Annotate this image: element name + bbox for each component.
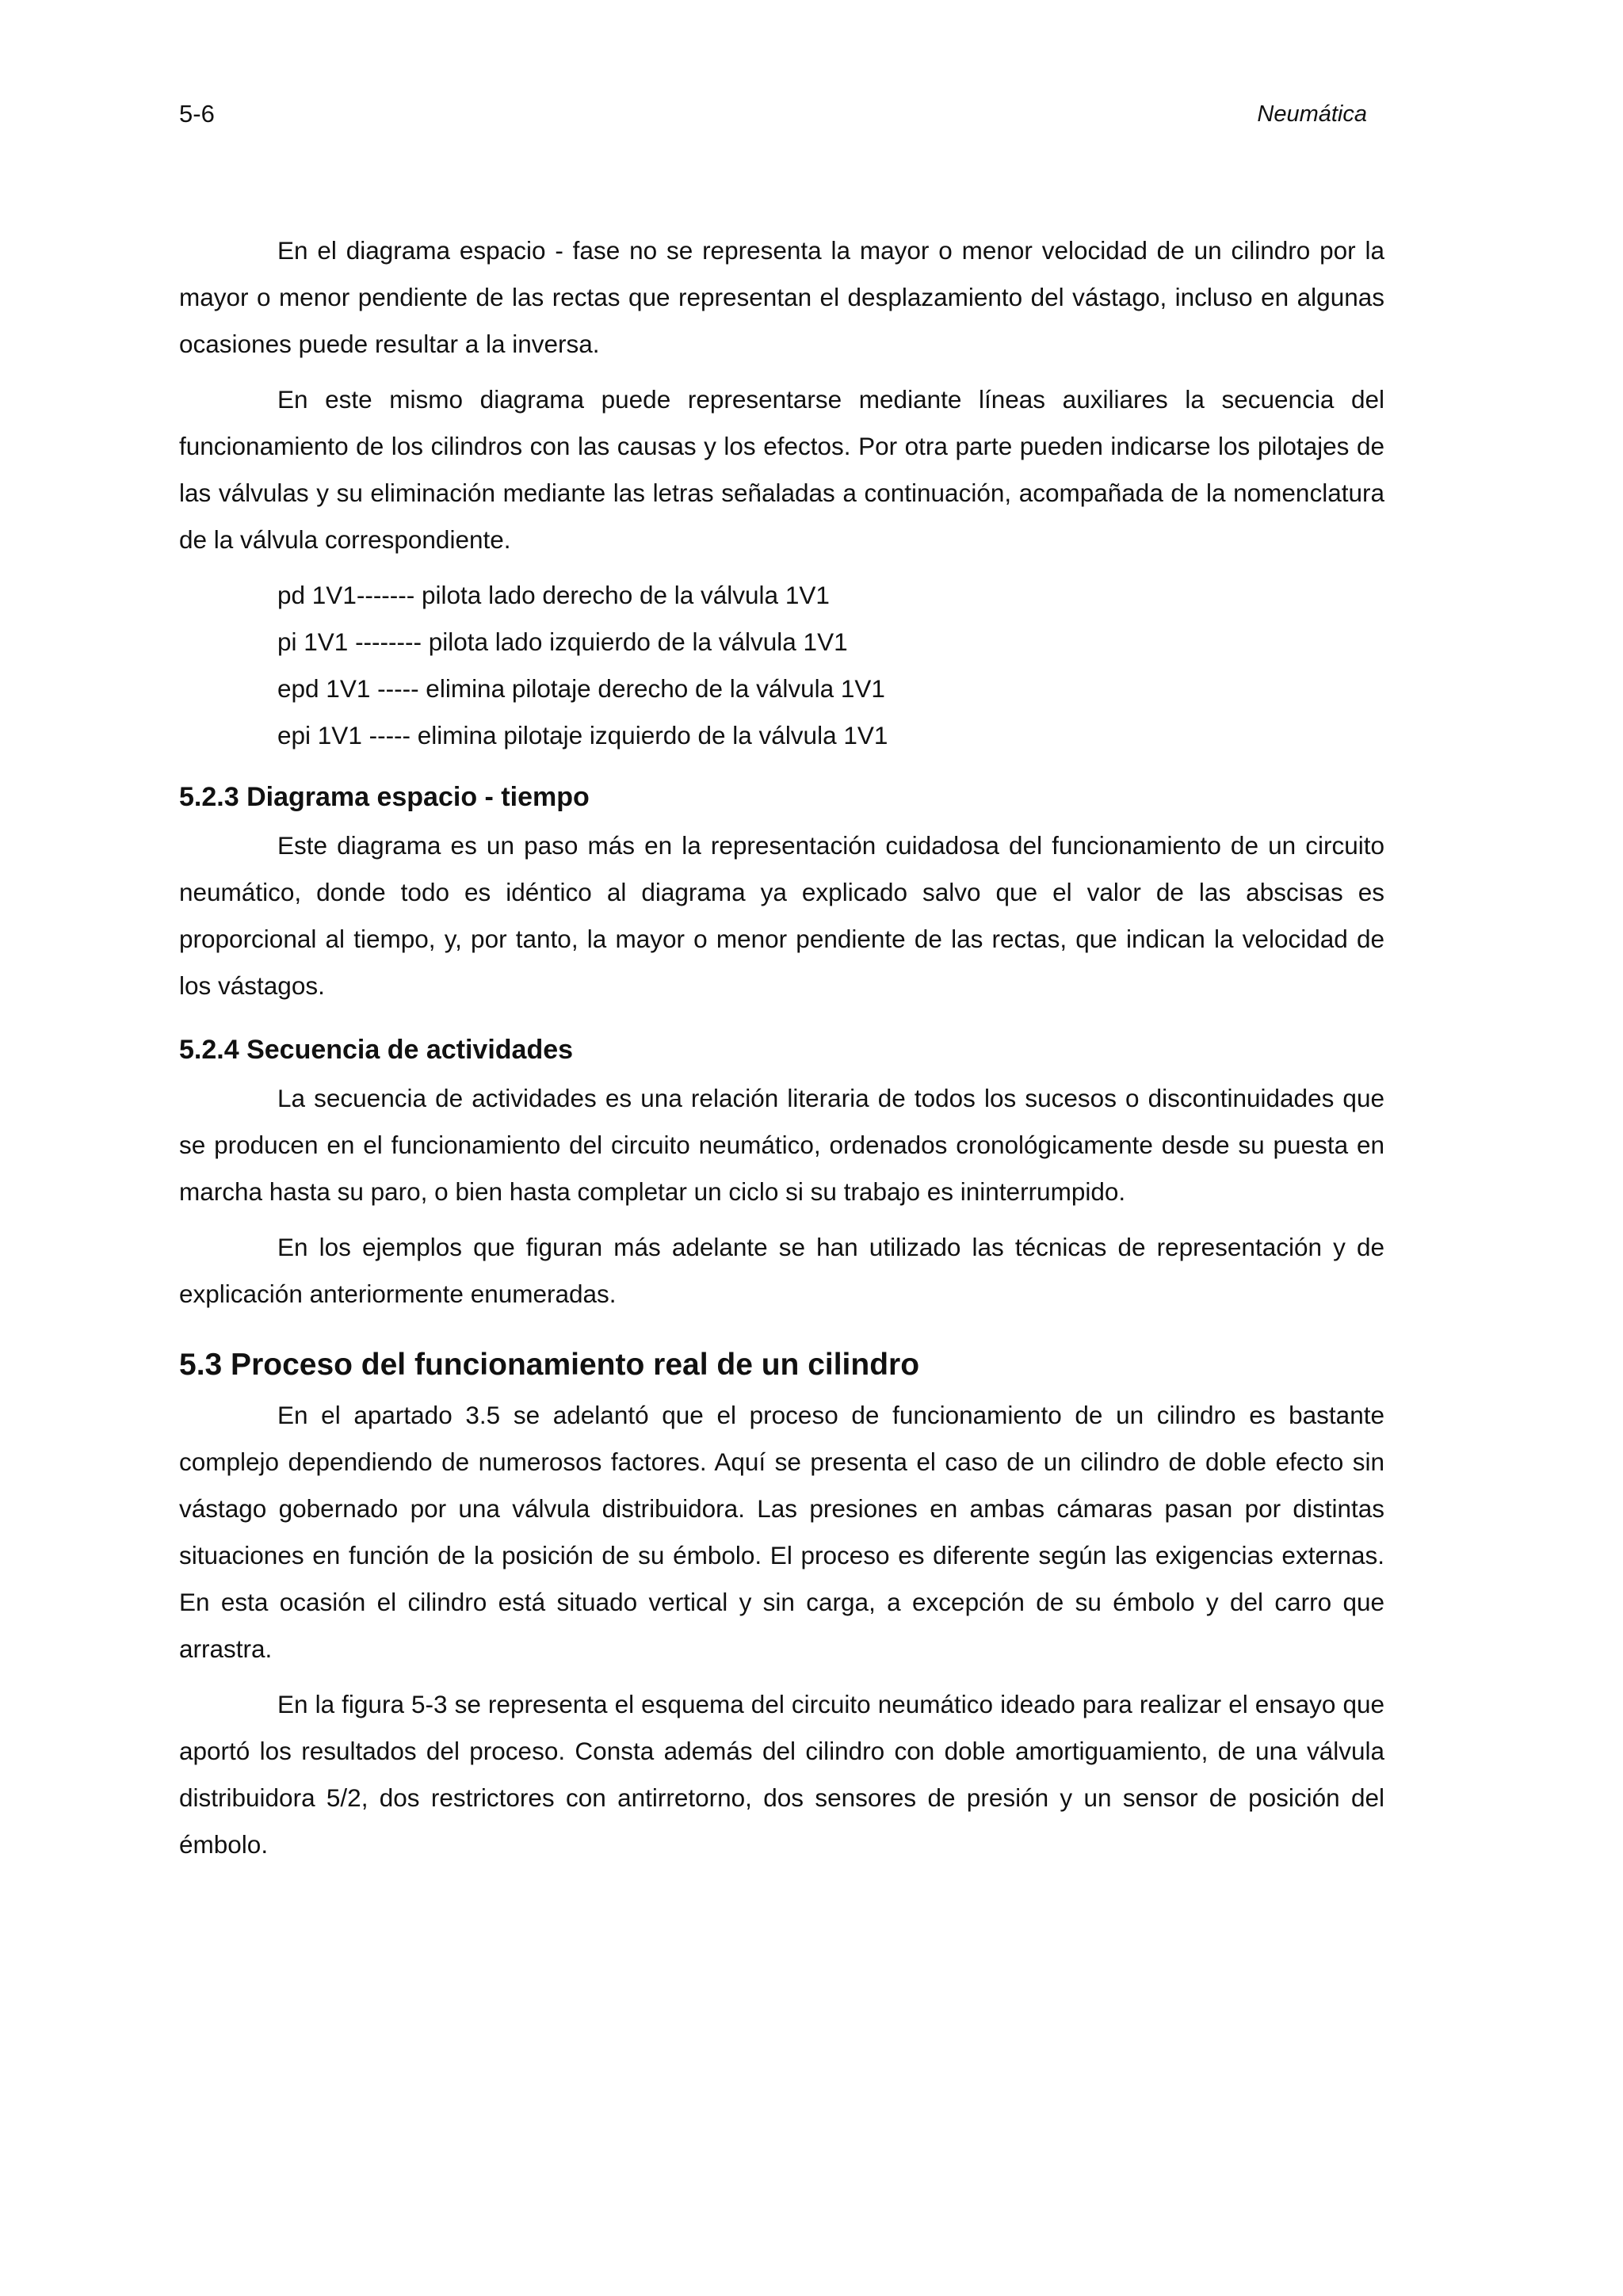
- definition-item-epi: epi 1V1 ----- elimina pilotaje izquierdo de la válvula 1V1: [277, 721, 888, 749]
- heading-5-3: 5.3 Proceso del funcionamiento real de un cilindro: [179, 1348, 920, 1382]
- paragraph-examples: En los ejemplos que figuran más adelante se han utilizado las técnicas de representación y de explicación anteriormente enumeradas.: [179, 1233, 1384, 1308]
- pilot-definitions-list: [277, 572, 1384, 759]
- paragraph-space-phase-velocity: En el diagrama espacio - fase no se representa la mayor o menor velocidad de un cilindro por la mayor o menor pendiente de las rectas que representan el desplazamiento del vástago, incluso en algunas ocasiones puede resultar a la inversa.: [179, 236, 1384, 358]
- paragraph-figure-5-3: En la figura 5-3 se representa el esquema del circuito neumático ideado para realizar el ensayo que aportó los resultados del proceso. Consta además del cilindro con doble amortiguamiento, de una válvula distribuidora 5/2, dos restrictores con antirretorno, dos sensores de presión y un sensor de posición del émbolo.: [179, 1690, 1384, 1859]
- page-content: [179, 227, 1384, 1877]
- paragraph-activity-sequence: La secuencia de actividades es una relación literaria de todos los sucesos o discontinuidades que se producen en el funcionamiento del circuito neumático, ordenados cronológicamente desde su puesta en marcha hasta su paro, o bien hasta completar un ciclo si su trabajo es ininterrumpido.: [179, 1084, 1384, 1206]
- paragraph-auxiliary-lines: En este mismo diagrama puede representarse mediante líneas auxiliares la secuencia del funcionamiento de los cilindros con las causas y los efectos. Por otra parte pueden indicarse los pilotajes de las válvulas y su eliminación mediante las letras señaladas a continuación, acompañada de la nomenclatura de la válvula correspondiente.: [179, 385, 1384, 554]
- definition-item-epd: epd 1V1 ----- elimina pilotaje derecho de la válvula 1V1: [277, 674, 885, 703]
- heading-5-2-4: 5.2.4 Secuencia de actividades: [179, 1035, 574, 1065]
- running-header: Neumática: [1257, 101, 1367, 127]
- page-number: 5-6: [179, 100, 215, 128]
- paragraph-cylinder-process: En el apartado 3.5 se adelantó que el proceso de funcionamiento de un cilindro es bastante complejo dependiendo de numerosos factores. Aquí se presenta el caso de un cilindro de doble efecto sin vástago gobernado por una válvula distribuidora. Las presiones en ambas cámaras pasan por distintas situaciones en función de la posición de su émbolo. El proceso es diferente según las exigencias externas. En esta ocasión el cilindro está situado vertical y sin carga, a excepción de su émbolo y del carro que arrastra.: [179, 1401, 1384, 1663]
- heading-5-2-3: 5.2.3 Diagrama espacio - tiempo: [179, 782, 590, 812]
- paragraph-space-time-diagram: Este diagrama es un paso más en la representación cuidadosa del funcionamiento de un circuito neumático, donde todo es idéntico al diagrama ya explicado salvo que el valor de las abscisas es proporcional al tiempo, y, por tanto, la mayor o menor pendiente de las rectas, que indican la velocidad de los vástagos.: [179, 831, 1384, 1000]
- definition-item-pi: pi 1V1 -------- pilota lado izquierdo de la válvula 1V1: [277, 627, 848, 656]
- definition-item-pd: pd 1V1------- pilota lado derecho de la válvula 1V1: [277, 581, 830, 609]
